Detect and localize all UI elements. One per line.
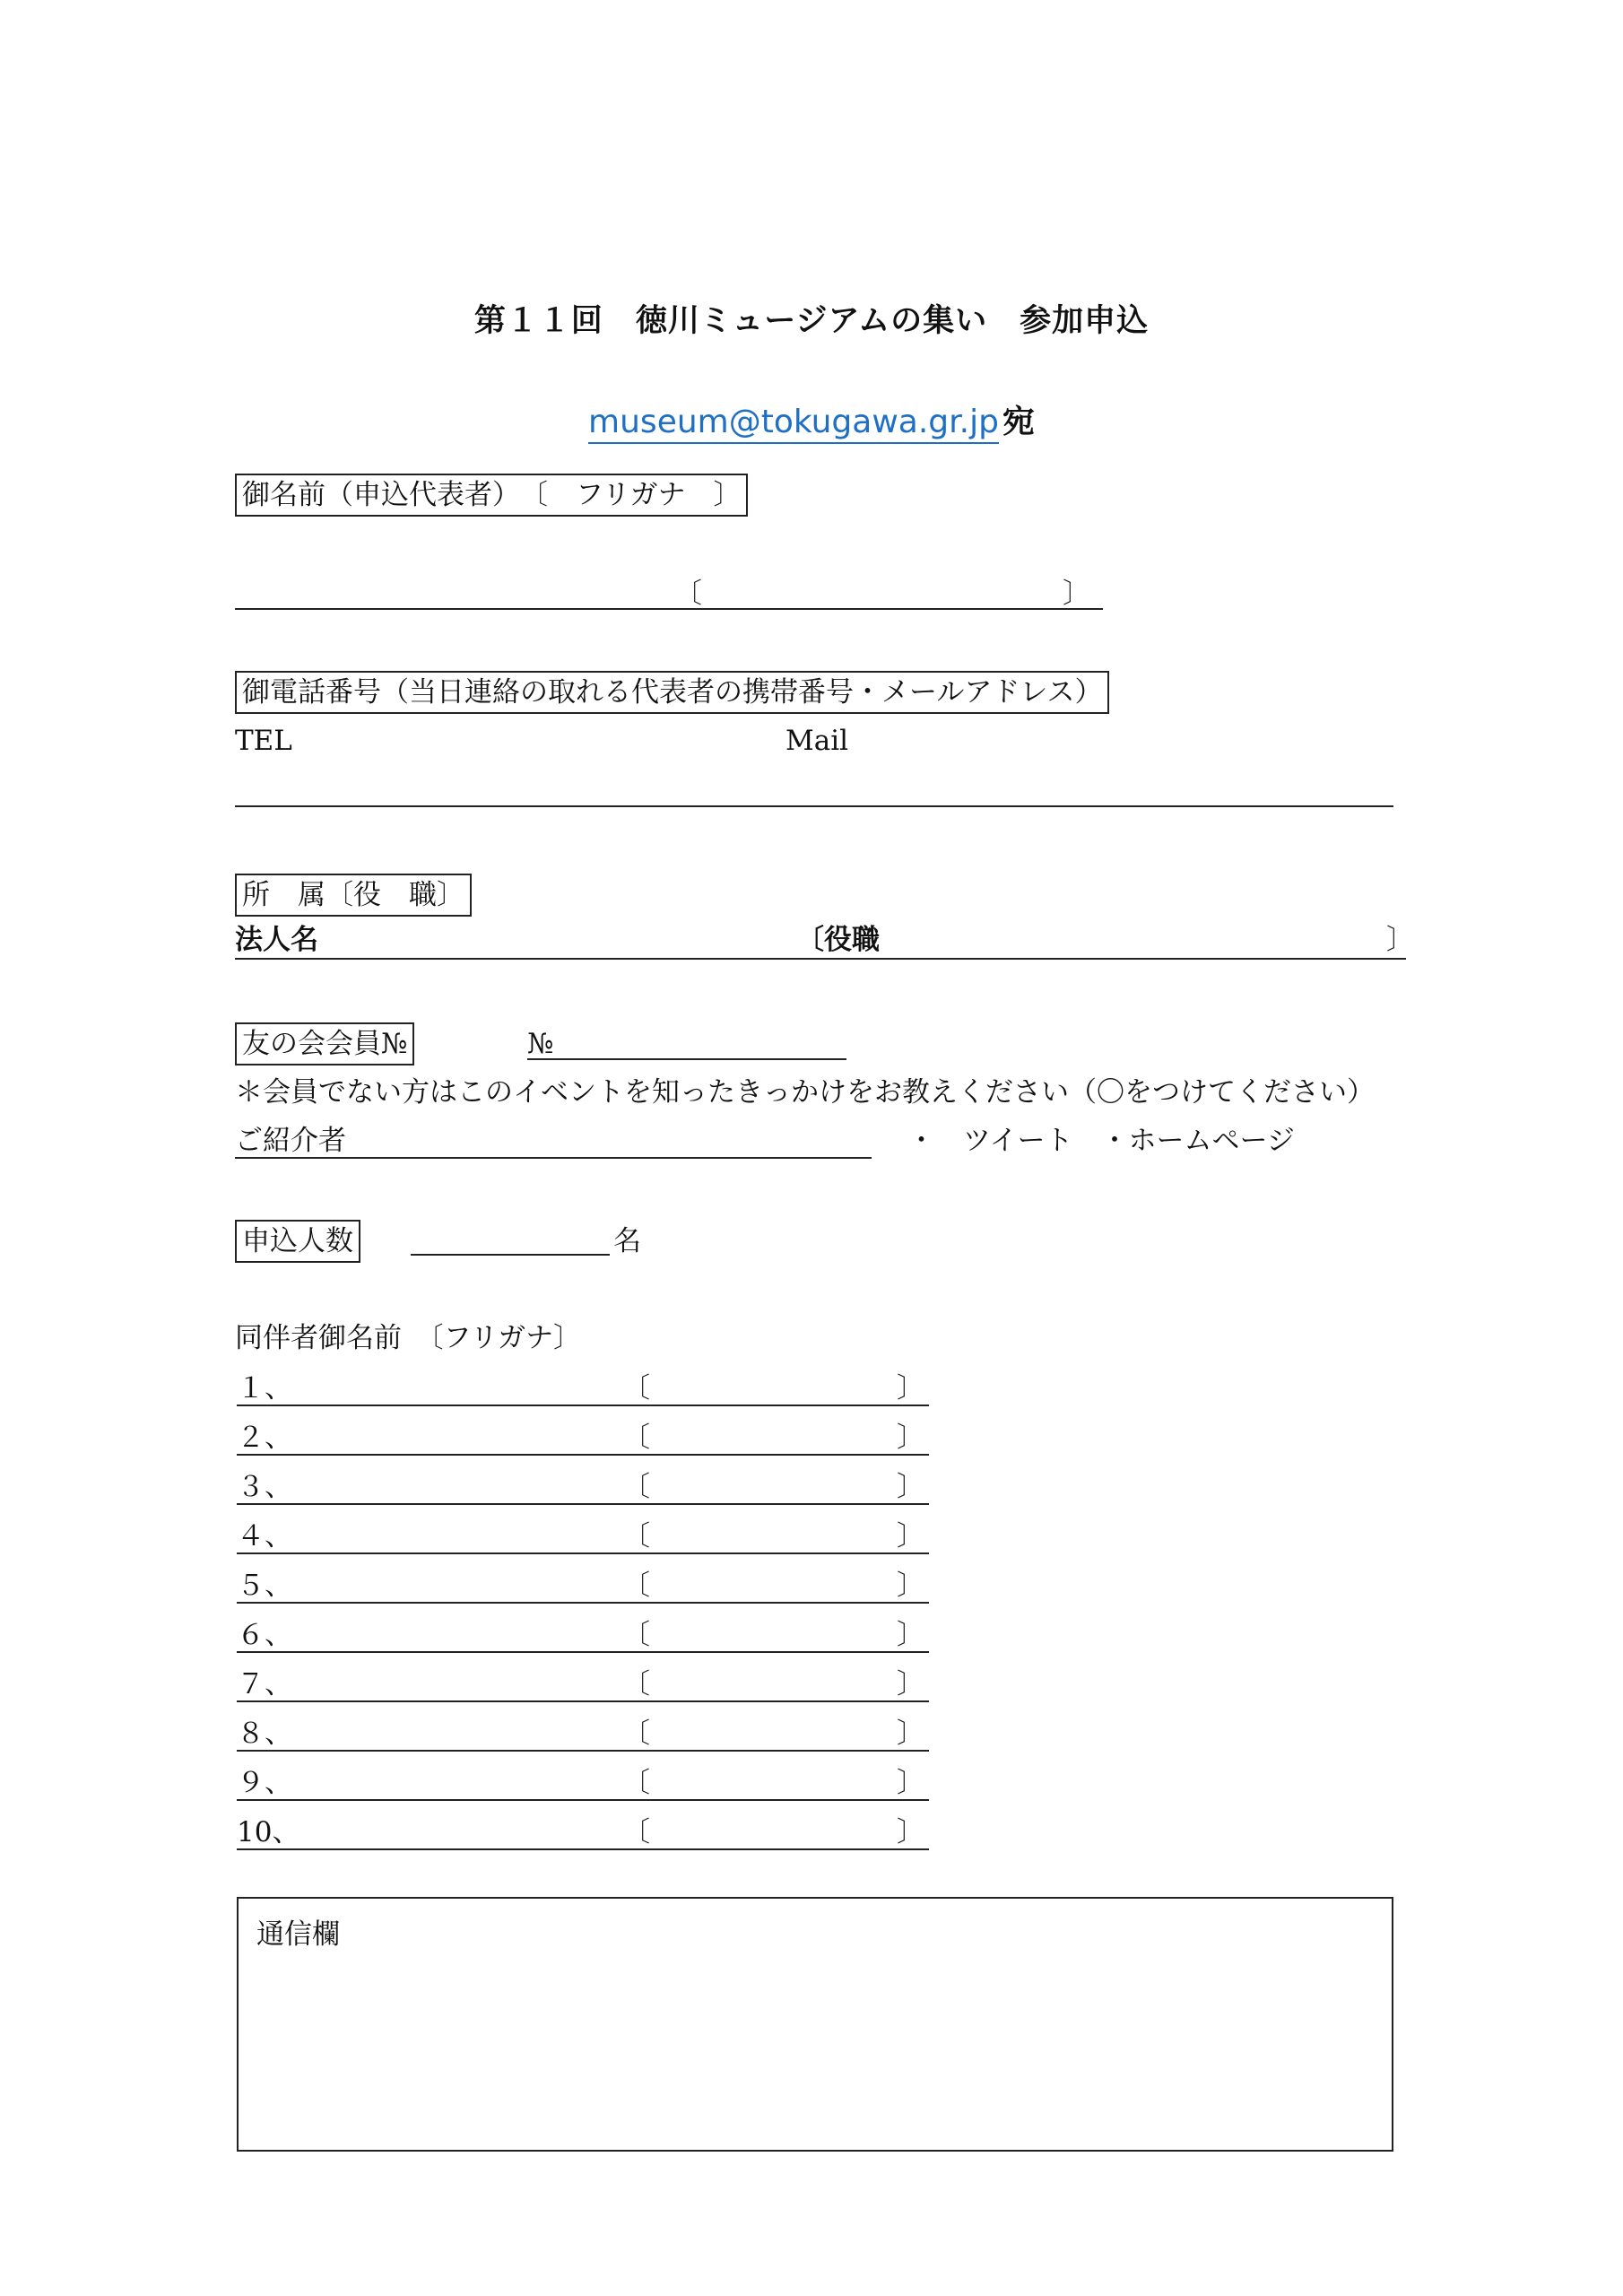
page-title: 第１１回 徳川ミュージアムの集い 参加申込 (473, 303, 1150, 339)
companion-row-number: １、 (237, 1372, 292, 1405)
companion-input-line[interactable] (237, 1454, 929, 1456)
companion-input-line[interactable] (237, 1848, 929, 1850)
companion-input-line[interactable] (237, 1503, 929, 1505)
companion-bracket-close: 〕 (897, 1570, 924, 1602)
member-no-label: № (527, 1028, 554, 1060)
companion-input-line[interactable] (237, 1799, 929, 1801)
corp-name-label: 法人名 (235, 924, 318, 956)
companion-input-line[interactable] (237, 1602, 929, 1604)
referral-note: ＊会員でない方はこのイベントを知ったきっかけをお教えください（〇をつけてください） (235, 1076, 1375, 1109)
companion-bracket-open: 〔 (622, 1619, 650, 1651)
mail-label: Mail (785, 725, 849, 757)
referrer-label: ご紹介者 (235, 1125, 346, 1157)
companion-bracket-open: 〔 (622, 1422, 650, 1454)
name-input-line[interactable] (235, 608, 1103, 610)
mail-to (0, 396, 1623, 442)
affiliation-input-line[interactable] (235, 958, 1406, 960)
companion-row-number: ７、 (237, 1668, 292, 1700)
email-link[interactable]: museum@tokugawa.gr.jp (588, 404, 999, 444)
companion-bracket-open: 〔 (622, 1668, 650, 1700)
referral-options[interactable]: ・ ツイート ・ホームページ (907, 1125, 1295, 1157)
companion-bracket-open: 〔 (622, 1520, 650, 1552)
tel-label: TEL (235, 725, 292, 757)
member-section-label: 友の会会員№ (235, 1022, 414, 1065)
companion-input-line[interactable] (237, 1405, 929, 1406)
referrer-input-line[interactable] (235, 1157, 872, 1159)
companion-bracket-close: 〕 (897, 1718, 924, 1750)
companion-input-line[interactable] (237, 1552, 929, 1554)
companion-bracket-close: 〕 (897, 1668, 924, 1700)
name-section-label: 御名前（申込代表者） 〔 フリガナ 〕 (235, 474, 748, 517)
communication-label: 通信欄 (256, 1918, 340, 1951)
companion-bracket-close: 〕 (897, 1619, 924, 1651)
companion-row-number: ５、 (237, 1570, 292, 1602)
companion-bracket-close: 〕 (897, 1816, 924, 1848)
name-bracket-open: 〔 (674, 578, 702, 610)
companion-row-number: ２、 (237, 1422, 292, 1454)
affiliation-section-label: 所 属〔役 職〕 (235, 874, 472, 917)
companion-row-number: ６、 (237, 1619, 292, 1651)
companion-bracket-open: 〔 (622, 1372, 650, 1405)
email-suffix: 宛 (1002, 404, 1035, 440)
communication-box[interactable] (237, 1897, 1393, 2152)
companion-bracket-open: 〔 (622, 1767, 650, 1799)
count-unit: 名 (613, 1225, 641, 1257)
companion-input-line[interactable] (237, 1750, 929, 1752)
companion-row-number: ４、 (237, 1520, 292, 1552)
companion-bracket-close: 〕 (897, 1471, 924, 1503)
companion-input-line[interactable] (237, 1700, 929, 1702)
member-no-input-line[interactable] (527, 1058, 846, 1060)
count-section-label: 申込人数 (235, 1220, 360, 1263)
companion-bracket-close: 〕 (897, 1372, 924, 1405)
companions-header: 同伴者御名前 〔フリガナ〕 (235, 1322, 581, 1354)
phone-input-line[interactable] (235, 805, 1393, 807)
companion-row-number: 10、 (237, 1816, 300, 1848)
companion-bracket-open: 〔 (622, 1816, 650, 1848)
count-input-line[interactable] (411, 1254, 610, 1256)
companion-row-number: ３、 (237, 1471, 292, 1503)
phone-section-label: 御電話番号（当日連絡の取れる代表者の携帯番号・メールアドレス） (235, 671, 1109, 714)
role-label: 〔役職 (796, 924, 880, 956)
companion-bracket-open: 〔 (622, 1718, 650, 1750)
companion-bracket-close: 〕 (897, 1422, 924, 1454)
companion-row-number: ９、 (237, 1767, 292, 1799)
companion-bracket-open: 〔 (622, 1570, 650, 1602)
name-bracket-close: 〕 (1063, 578, 1090, 610)
companion-bracket-close: 〕 (897, 1767, 924, 1799)
companion-bracket-open: 〔 (622, 1471, 650, 1503)
role-bracket-close: 〕 (1386, 924, 1414, 956)
companion-row-number: ８、 (237, 1718, 292, 1750)
companion-bracket-close: 〕 (897, 1520, 924, 1552)
companion-input-line[interactable] (237, 1651, 929, 1653)
